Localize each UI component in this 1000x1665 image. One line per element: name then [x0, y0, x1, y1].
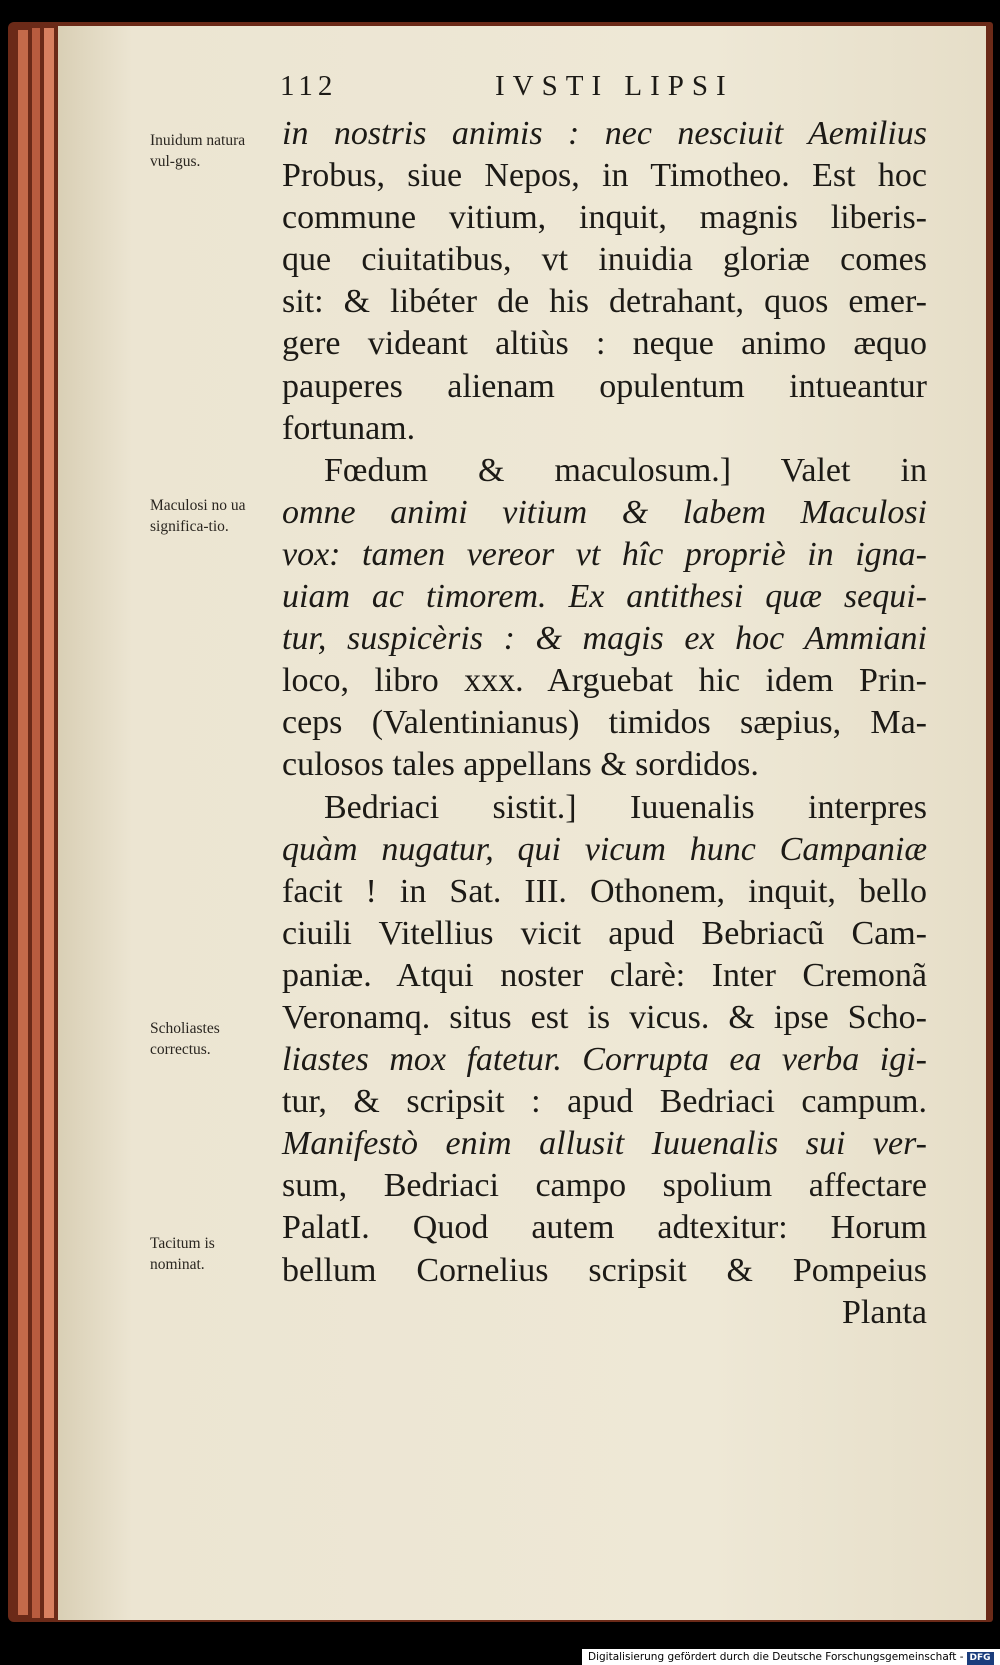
- text-line: ciuili Vitellius vicit apud Bebriacũ Cam-: [282, 914, 927, 952]
- text-line: PalatI. Quod autem adtexitur: Horum: [282, 1209, 927, 1247]
- text-line: ceps (Valentinianus) timidos sæpius, Ma-: [282, 704, 927, 742]
- text-line: Bedriaci sistit.] Iuuenalis interpres: [324, 788, 927, 826]
- text-line: paniæ. Atqui noster clarè: Inter Cremonã: [282, 956, 927, 994]
- digitization-footer: [582, 1649, 1000, 1665]
- catchword: Planta: [842, 1293, 927, 1331]
- page-header: [280, 70, 930, 110]
- text-line: uiam ac timorem. Ex antithesi quæ sequi-: [282, 578, 927, 616]
- page-number: 112: [280, 70, 338, 102]
- text-line: sum, Bedriaci campo spolium affectare: [282, 1167, 927, 1205]
- running-head: IVSTI LIPSI: [495, 70, 734, 102]
- text-line: pauperes alienam opulentum intueantur: [282, 367, 927, 405]
- margin-note: Tacitum is nominat.: [150, 1235, 215, 1273]
- text-line: Fœdum & maculosum.] Valet in: [324, 451, 927, 489]
- text-line: Veronamq. situs est is vicus. & ipse Scho-: [282, 998, 927, 1036]
- text-line: fortunam.: [282, 409, 416, 447]
- margin-note: Inuidum natura vul-gus.: [150, 132, 246, 170]
- text-line: omne animi vitium & labem Maculosi: [282, 493, 927, 531]
- page-edge: [32, 28, 40, 1618]
- text-line: culosos tales appellans & sordidos.: [282, 746, 759, 784]
- dfg-logo: DFG: [967, 1652, 994, 1665]
- text-line: commune vitium, inquit, magnis liberis-: [282, 199, 927, 237]
- text-line: Probus, siue Nepos, in Timotheo. Est hoc: [282, 157, 927, 195]
- text-line: in nostris animis : nec nesciuit Aemilius: [282, 115, 927, 152]
- text-line: loco, libro xxx. Arguebat hic idem Prin-: [282, 662, 927, 700]
- body-text: [282, 113, 927, 1334]
- text-line: sit: & libéter de his detrahant, quos emer-: [282, 283, 927, 321]
- text-line: quàm nugatur, qui vicum hunc Campaniæ: [282, 830, 927, 868]
- footer-text: Digitalisierung gefördert durch die Deutsche Forschungsgemeinschaft -: [588, 1651, 964, 1663]
- text-line: liastes mox fatetur. Corrupta ea verba igi-: [282, 1041, 927, 1079]
- text-line: Manifestò enim allusit Iuuenalis sui ver-: [282, 1125, 927, 1163]
- page-edge: [44, 28, 54, 1618]
- margin-note: Maculosi no ua significa-tio.: [150, 497, 246, 535]
- text-line: tur, & scripsit : apud Bedriaci campum.: [282, 1083, 927, 1121]
- text-line: tur, suspicèris : & magis ex hoc Ammiani: [282, 620, 927, 658]
- margin-note: Scholiastes correctus.: [150, 1020, 220, 1058]
- page-edge: [18, 30, 28, 1615]
- text-line: gere videant altiùs : neque animo æquo: [282, 325, 927, 363]
- text-line: vox: tamen vereor vt hîc propriè in igna-: [282, 535, 927, 573]
- text-line: que ciuitatibus, vt inuidia gloriæ comes: [282, 241, 927, 279]
- text-line: bellum Cornelius scripsit & Pompeius: [282, 1251, 927, 1289]
- text-line: facit ! in Sat. III. Othonem, inquit, bello: [282, 872, 927, 910]
